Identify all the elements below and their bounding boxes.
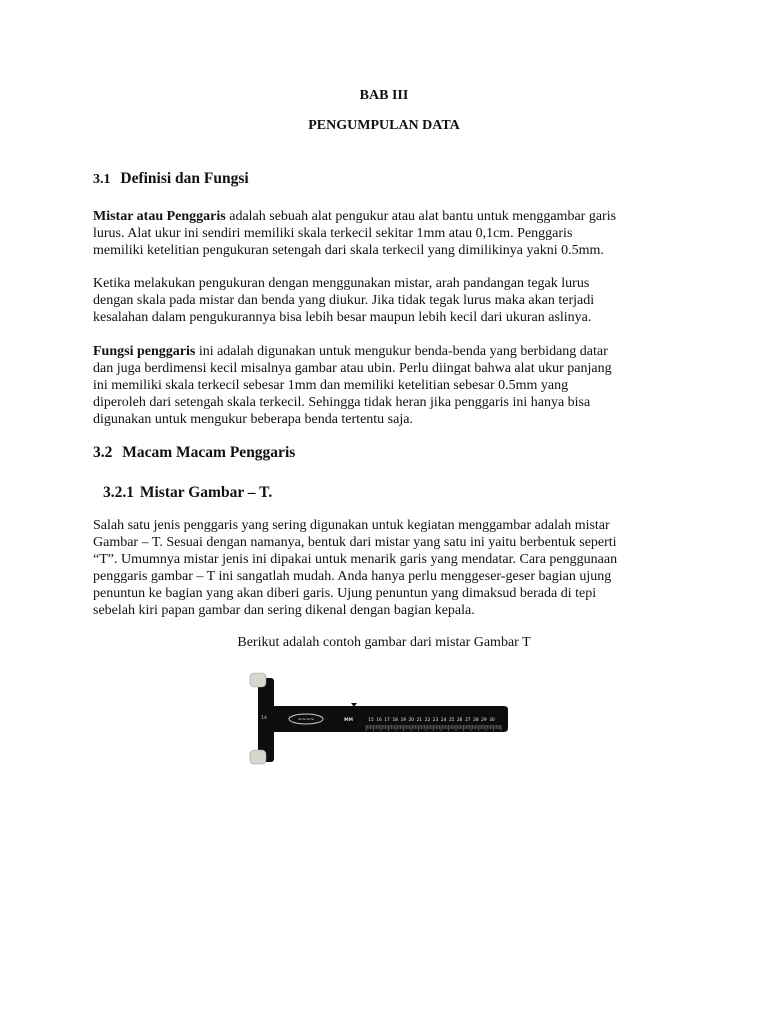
paragraph-line: Mistar atau Penggaris adalah sebuah alat pengukur atau alat bantu untuk menggambar garis [93, 209, 617, 224]
t-square-ruler-image [244, 668, 516, 772]
ruler-number: 22 [424, 718, 431, 723]
chapter-title: PENGUMPULAN DATA [308, 118, 460, 133]
section-title: Mistar Gambar – T. [139, 484, 273, 501]
t-square-ruler-illustration [244, 668, 516, 772]
section-number: 3.2 [93, 444, 113, 461]
paragraph-line: ini memiliki skala terkecil sebesar 1mm dan memiliki ketelitian sebesar 0.5mm yang [93, 378, 569, 393]
section-heading-3-2-1 [103, 484, 272, 502]
ruler-bottom-knob [250, 750, 266, 764]
paragraph-line: penggaris gambar – T ini sangatlah mudah. Anda hanya perlu menggeser-geser bagian ujung [93, 569, 612, 584]
ruler-number: 30 [489, 718, 495, 723]
figure-caption: Berikut adalah contoh gambar dari mistar Gambar T [237, 635, 531, 650]
ruler-number: 24 [440, 718, 447, 723]
svg-text:~~~~: ~~~~ [297, 717, 315, 723]
paragraph-line: Fungsi penggaris ini adalah digunakan untuk mengukur benda-benda yang berbidang datar [93, 344, 608, 359]
ruler-number: 29 [481, 718, 487, 723]
ruler-number: 25 [448, 718, 455, 723]
paragraph-measurement [93, 275, 673, 326]
paragraph-line: memiliki ketelitian pengukuran setengah dari skala terkecil yang dimilikinya yakni 0.5mm. [93, 243, 604, 258]
section-number: 3.1 [93, 172, 111, 187]
paragraph-line: diperoleh dari setengah skala terkecil. Sehingga tidak heran jika penggaris ini hanya bisa [93, 395, 591, 410]
paragraph-line: sebelah kiri papan gambar dan sering dikenal dengan bagian kepala. [93, 603, 475, 618]
paragraph-line: penuntun ke bagian yang akan diberi garis. Ujung penuntun yang dimaksud berada di tepi [93, 586, 597, 601]
paragraph-mistar-t [93, 517, 683, 619]
paragraph-mistar-definition [93, 208, 673, 259]
section-heading-3-1 [93, 170, 249, 188]
ruler-number: 21 [416, 718, 423, 723]
paragraph-line: digunakan untuk mengukur beberapa benda tertentu saja. [93, 412, 413, 427]
ruler-number: 19 [400, 718, 407, 723]
ruler-number: 17 [384, 718, 390, 723]
paragraph-line: dengan skala pada mistar dan benda yang diukur. Jika tidak tegak lurus maka akan terjadi [93, 293, 595, 308]
section-heading-3-2 [93, 444, 295, 462]
section-title: Definisi dan Fungsi [120, 170, 249, 187]
section-title: Macam Macam Penggaris [122, 444, 296, 461]
ruler-number: 23 [432, 718, 439, 723]
ruler-number: 28 [473, 718, 479, 723]
ruler-number: 27 [465, 718, 471, 723]
ruler-number: 15 [368, 718, 374, 723]
ruler-number: 18 [392, 718, 398, 723]
ruler-unit-label: MM [344, 718, 353, 723]
svg-text:14: 14 [261, 716, 267, 721]
ruler-number: 20 [408, 718, 415, 723]
bold-term: Fungsi penggaris [93, 344, 196, 359]
ruler-number: 26 [456, 718, 463, 723]
paragraph-line: “T”. Umumnya mistar jenis ini dipakai untuk menarik garis yang mendatar. Cara penggunaan [93, 552, 618, 567]
paragraph-fungsi [93, 343, 673, 428]
paragraph-line: kesalahan dalam pengukurannya bisa lebih besar maupun lebih kecil dari ukuran aslinya. [93, 310, 592, 325]
paragraph-line: Salah satu jenis penggaris yang sering digunakan untuk kegiatan menggambar adalah mistar [93, 518, 610, 533]
chapter-label: BAB III [359, 88, 409, 103]
paragraph-line: Gambar – T. Sesuai dengan namanya, bentuk dari mistar yang satu ini yaitu berbentuk seperti [93, 535, 617, 550]
bold-term: Mistar atau Penggaris [93, 209, 226, 224]
paragraph-line: Ketika melakukan pengukuran dengan menggunakan mistar, arah pandangan tegak lurus [93, 276, 590, 291]
paragraph-line: lurus. Alat ukur ini sendiri memiliki skala terkecil sekitar 1mm atau 0,1cm. Penggaris [93, 226, 573, 241]
paragraph-line: dan juga berdimensi kecil misalnya gambar atau ubin. Perlu diingat bahwa alat ukur panjang [93, 361, 612, 376]
section-number: 3.2.1 [103, 484, 134, 501]
ruler-number: 16 [376, 718, 382, 723]
ruler-top-knob [250, 673, 266, 687]
